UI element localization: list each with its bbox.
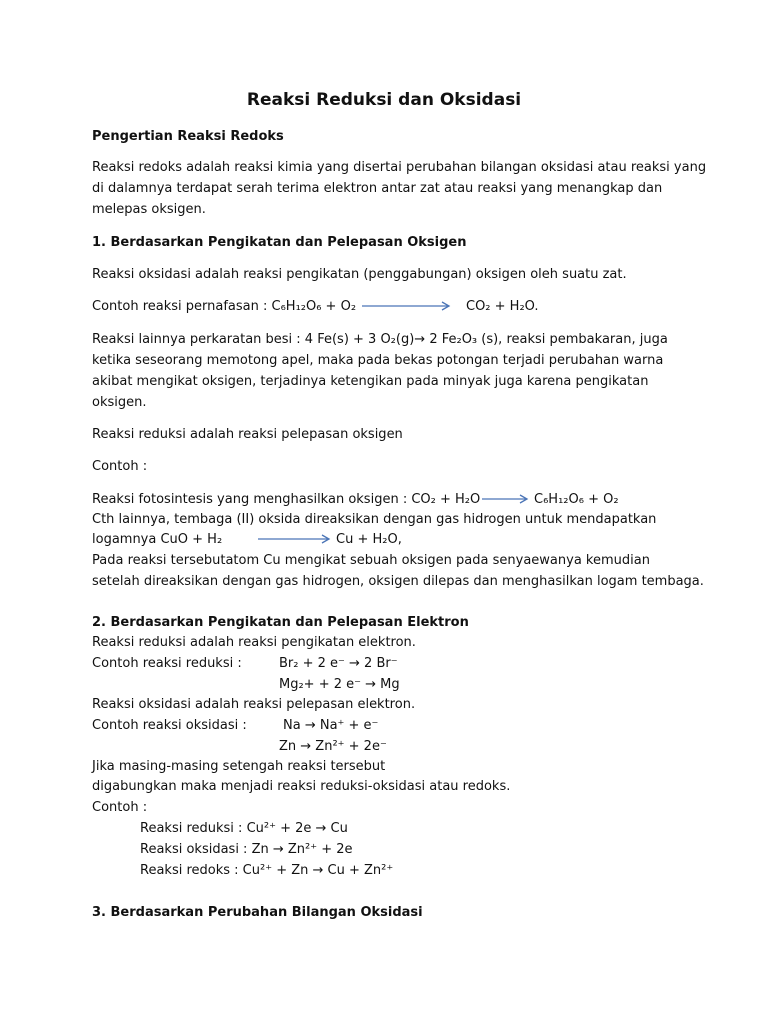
paragraph-digabungkan: digabungkan maka menjadi reaksi reduksi-oksidasi atau redoks. <box>92 779 511 794</box>
paragraph-redoks-line-1: Reaksi redoks adalah reaksi kimia yang disertai perubahan bilangan oksidasi atau reaksi yang <box>92 160 707 175</box>
reaction-arrow-icon <box>258 533 334 545</box>
paragraph-oksidasi-1: Reaksi oksidasi adalah reaksi pengikatan (penggabungan) oksigen oleh suatu zat. <box>92 267 627 282</box>
cth-lainnya: Cth lainnya, tembaga (II) oksida direaksikan dengan gas hidrogen untuk mendapatkan <box>92 512 657 527</box>
paragraph-reduksi-2: Reaksi reduksi adalah reaksi pengikatan elektron. <box>92 635 416 650</box>
reaction-arrow-icon <box>482 493 532 505</box>
paragraph-redoks-line-2: di dalamnya terdapat serah terima elektron antar zat atau reaksi yang menangkap dan <box>92 181 663 196</box>
paragraph-lainnya-line-1: Reaksi lainnya perkaratan besi : 4 Fe(s) + 3 O₂(g)→ 2 Fe₂O₃ (s), reaksi pembakaran, juga <box>92 332 668 347</box>
paragraph-tersebut-line-1: Pada reaksi tersebutatom Cu mengikat sebuah oksigen pada senyaewanya kemudian <box>92 553 650 568</box>
equation-zn: Zn → Zn²⁺ + 2e⁻ <box>279 739 387 754</box>
equation-na: Na → Na⁺ + e⁻ <box>283 718 379 733</box>
fotosintesis-products: C₆H₁₂O₆ + O₂ <box>534 492 619 507</box>
equation-reduksi: Reaksi reduksi : Cu²⁺ + 2e → Cu <box>140 821 348 836</box>
heading-section-3: 3. Berdasarkan Perubahan Bilangan Oksidasi <box>92 905 423 920</box>
contoh-pernafasan-reactants: Contoh reaksi pernafasan : C₆H₁₂O₆ + O₂ <box>92 299 357 314</box>
contoh-label-2: Contoh : <box>92 800 148 815</box>
contoh-reduksi-label: Contoh reaksi reduksi : <box>92 656 242 671</box>
equation-redoks: Reaksi redoks : Cu²⁺ + Zn → Cu + Zn²⁺ <box>140 863 394 878</box>
contoh-oksidasi-label: Contoh reaksi oksidasi : <box>92 718 247 733</box>
paragraph-oksidasi-2: Reaksi oksidasi adalah reaksi pelepasan elektron. <box>92 697 416 712</box>
contoh-label: Contoh : <box>92 459 148 474</box>
paragraph-redoks-line-3: melepas oksigen. <box>92 202 206 217</box>
paragraph-tersebut-line-2: setelah direaksikan dengan gas hidrogen, oksigen dilepas dan menghasilkan logam tembaga. <box>92 574 704 589</box>
page-title: Reaksi Reduksi dan Oksidasi <box>246 90 522 110</box>
contoh-pernafasan-products: CO₂ + H₂O. <box>466 299 539 314</box>
paragraph-lainnya-line-3: akibat mengikat oksigen, terjadinya ketengikan pada minyak juga karena pengikatan <box>92 374 649 389</box>
equation-mg: Mg₂+ + 2 e⁻ → Mg <box>279 677 400 692</box>
reaction-arrow-icon <box>362 300 454 312</box>
paragraph-lainnya-line-2: ketika seseorang memotong apel, maka pada bekas potongan terjadi perubahan warna <box>92 353 664 368</box>
heading-section-2: 2. Berdasarkan Pengikatan dan Pelepasan Elektron <box>92 615 469 630</box>
paragraph-lainnya-line-4: oksigen. <box>92 395 147 410</box>
heading-section-1: 1. Berdasarkan Pengikatan dan Pelepasan Oksigen <box>92 235 467 250</box>
equation-br: Br₂ + 2 e⁻ → 2 Br⁻ <box>279 656 398 671</box>
paragraph-reduksi-1: Reaksi reduksi adalah reaksi pelepasan oksigen <box>92 427 403 442</box>
fotosintesis-reactants: Reaksi fotosintesis yang menghasilkan oksigen : CO₂ + H₂O <box>92 492 481 507</box>
equation-oksidasi: Reaksi oksidasi : Zn → Zn²⁺ + 2e <box>140 842 353 857</box>
logam-products: Cu + H₂O, <box>336 532 402 547</box>
heading-pengertian: Pengertian Reaksi Redoks <box>92 129 284 144</box>
logam-reactants: logamnya CuO + H₂ <box>92 532 223 547</box>
paragraph-jika: Jika masing-masing setengah reaksi tersebut <box>92 759 386 774</box>
